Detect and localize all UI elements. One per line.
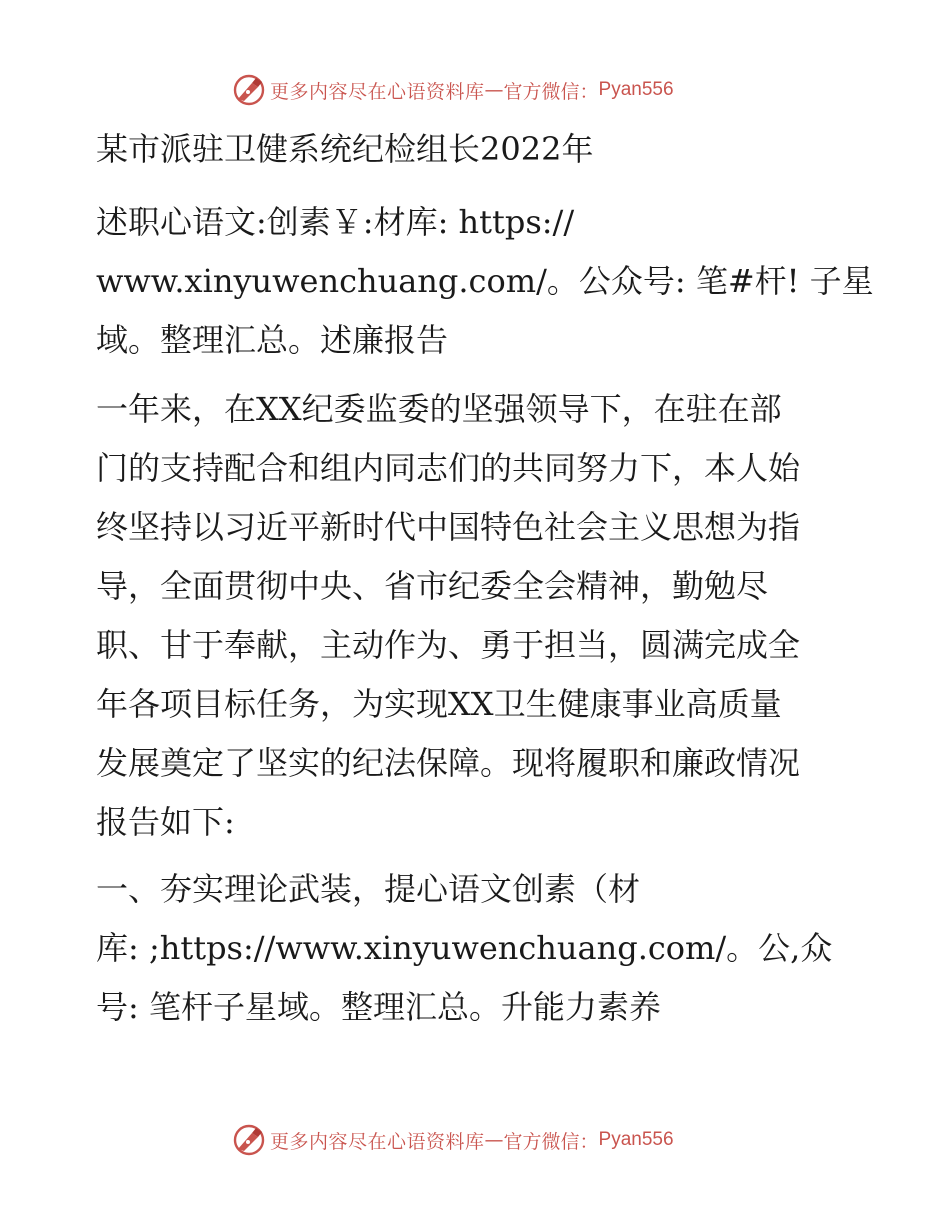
section-line: 号: 笔杆子星域。整理汇总。升能力素养 [96,988,661,1026]
document-title [96,120,856,179]
banner-brand-text: 更多内容尽在心语资料库 [270,1130,485,1153]
document-body [96,120,874,1047]
banner-wechat-label: 官方微信： [503,1130,599,1153]
title-line: 某市派驻卫健系统纪检组长2022年 [96,130,594,168]
banner-wechat-label: 官方微信： [503,80,599,103]
footer-banner [232,1120,732,1160]
subtitle-line: 述职心语文:创素￥:材库: https:// [96,203,575,241]
banner-brand-text: 更多内容尽在心语资料库 [270,80,485,103]
paragraph-line: 年各项目标任务，为实现XX卫生健康事业高质量 [96,685,782,723]
paragraph-line: 终坚持以习近平新时代中国特色社会主义思想为指 [96,508,801,546]
paragraph-line: 一年来，在XX纪委监委的坚强领导下，在驻在部 [96,390,782,428]
subtitle-line: 域。整理汇总。述廉报告 [96,321,449,359]
section-heading [96,860,856,1037]
paragraph-line: 职、甘于奉献，主动作为、勇于担当，圆满完成全 [96,626,801,664]
document-subtitle [96,193,874,370]
pen-nib-logo-icon [232,73,266,107]
section-line: 库: ;https://www.xinyuwenchuang.com/。公,众 [96,929,833,967]
subtitle-line: www.xinyuwenchuang.com/。公众号: 笔#杆! 子星 [96,262,874,300]
banner-wechat-id: Pyan556 [598,1129,674,1150]
header-banner [232,70,732,110]
section-line: 一、夯实理论武装，提心语文创素（材 [96,870,641,908]
pen-nib-logo-icon [232,1123,266,1157]
banner-wechat-id: Pyan556 [598,79,674,100]
paragraph-line: 导，全面贯彻中央、省市纪委全会精神，勤勉尽 [96,567,769,605]
paragraph-line: 门的支持配合和组内同志们的共同努力下，本人始 [96,449,801,487]
intro-paragraph [96,380,856,852]
paragraph-line: 报告如下: [96,803,235,841]
paragraph-line: 发展奠定了坚实的纪法保障。现将履职和廉政情况 [96,744,801,782]
banner-separator: — [484,1129,504,1151]
banner-separator: — [484,79,504,101]
